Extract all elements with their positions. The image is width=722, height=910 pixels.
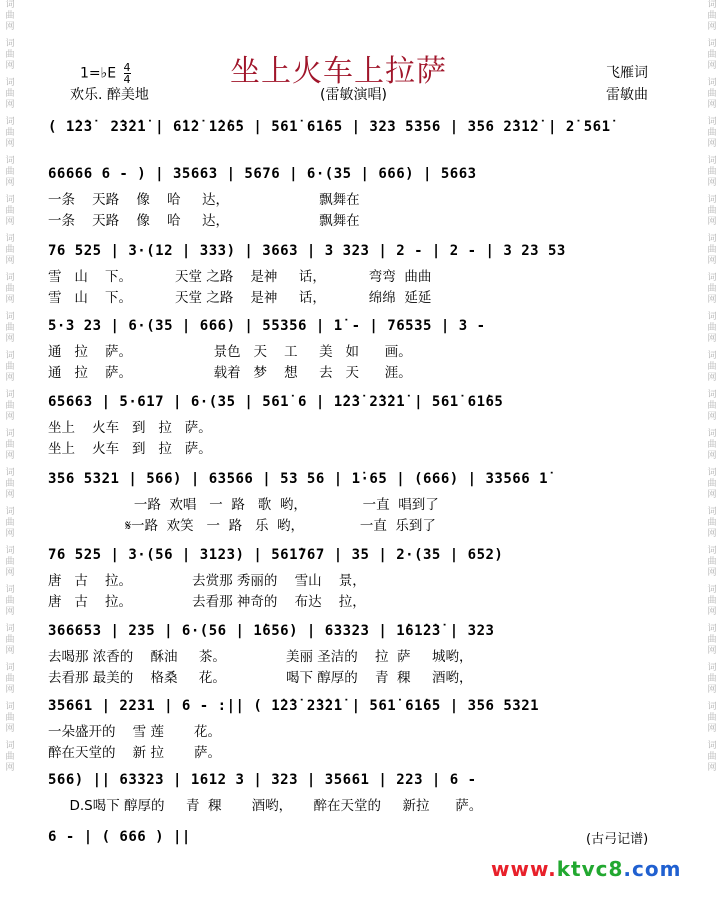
key-signature [80, 62, 131, 85]
side-text: 词曲网 [5, 663, 15, 695]
notation-line: 66666 6 - ) | 35663 | 5676 | 6·(35 | 666) | 5663 [48, 166, 477, 182]
side-text: 词曲网 [707, 78, 717, 110]
side-text: 词曲网 [707, 624, 717, 656]
side-text: 词曲网 [5, 195, 15, 227]
side-text: 词曲网 [707, 702, 717, 734]
notation-line: 5·3 23 | 6·(35 | 666) | 55356 | 1̇ - | 76535 | 3 - [48, 318, 486, 334]
watermark-ktv: ktvc8 [556, 857, 624, 881]
notation-line: 356 5321 | 566) | 63566 | 53 56 | 1̇·65 | (666) | 33566 1̇ [48, 471, 549, 487]
notation-line: 366653 | 235 | 6·(56 | 1̇656) | 63323 | 1̇61̇2̇3̇ | 323 [48, 623, 495, 639]
side-text: 词曲网 [707, 273, 717, 305]
side-text: 词曲网 [707, 390, 717, 422]
notation-line: 6 - | ( 666 ) || [48, 829, 191, 845]
site-watermark [491, 857, 681, 881]
side-text: 词曲网 [707, 468, 717, 500]
key-label: 1=♭E [80, 65, 117, 82]
notation-line: 76 525 | 3·(56 | 3123) | 561̇767 | 35 | 2·(35 | 652) [48, 547, 504, 563]
side-text: 词曲网 [5, 507, 15, 539]
side-text: 词曲网 [707, 741, 717, 773]
lyric-line-verse-2: 去看那 最美的 格桑 花。 喝下 醇厚的 青 稞 酒哟， [48, 670, 473, 686]
singer-credit: (雷敏演唱) [320, 87, 387, 103]
side-text: 词曲网 [5, 546, 15, 578]
side-text: 词曲网 [707, 585, 717, 617]
time-bottom: 4 [123, 73, 131, 86]
lyric-line-verse-2: 雪 山 下。 天堂 之路 是神 话， 绵绵 延延 [48, 290, 432, 306]
time-signature [124, 62, 131, 85]
side-text: 词曲网 [707, 156, 717, 188]
lyricist-credit: 飞雁词 [606, 65, 648, 81]
side-text: 词曲网 [5, 117, 15, 149]
side-text: 词曲网 [5, 39, 15, 71]
side-text: 词曲网 [707, 0, 717, 32]
side-watermark-right [704, 0, 720, 910]
lyric-line-verse-2: 通 拉 萨。 载着 梦 想 去 天 涯。 [48, 365, 412, 381]
side-text: 词曲网 [5, 702, 15, 734]
song-title: 坐上火车上拉萨 [230, 54, 447, 89]
mood-marking: 欢乐. 醉美地 [70, 87, 149, 103]
lyric-line-verse-2: 坐上 火车 到 拉 萨。 [48, 441, 212, 457]
time-top: 4 [123, 61, 131, 74]
side-text: 词曲网 [5, 585, 15, 617]
side-text: 词曲网 [5, 429, 15, 461]
notation-line: ( 1̇2̇3̇ 2̇3̇2̇1̇ | 6̇1̇2̇ 1̇2̇6̇5 | 561̇ 61̇65 | 323 5356 | 356 2̇31̇2̇ | 2̇ 561̇ [48, 119, 611, 135]
side-text: 词曲网 [707, 39, 717, 71]
side-text: 词曲网 [707, 507, 717, 539]
lyric-line-verse-1: 去喝那 浓香的 酥油 茶。 美丽 圣洁的 拉 萨 城哟， [48, 649, 473, 665]
side-text: 词曲网 [5, 273, 15, 305]
side-text: 词曲网 [5, 741, 15, 773]
lyric-line-verse-2: 𝄋一路 欢笑 一 路 乐 哟， 一直 乐到了 [48, 518, 436, 534]
side-text: 词曲网 [5, 156, 15, 188]
side-text: 词曲网 [707, 312, 717, 344]
side-text: 词曲网 [707, 234, 717, 266]
notation-line: 35661 | 2231 | 6 - :|| ( 1̇2̇3̇ 2̇3̇2̇1̇ | 561̇ 61̇65 | 356 5321 [48, 698, 540, 714]
side-text: 词曲网 [707, 546, 717, 578]
side-watermark-left [2, 0, 18, 910]
side-text: 词曲网 [5, 0, 15, 32]
notation-line: 76 525 | 3·(12 | 333) | 3663 | 3 323 | 2 - | 2 - | 3 23 53 [48, 243, 566, 259]
side-text: 词曲网 [707, 351, 717, 383]
watermark-com: .com [623, 857, 682, 881]
notation-line: 566) || 63323 | 1612 3 | 323 | 35661 | 223 | 6 - [48, 772, 477, 788]
transcriber-credit: (古弓记谱) [586, 832, 649, 847]
side-text: 词曲网 [5, 312, 15, 344]
side-text: 词曲网 [5, 390, 15, 422]
lyric-line-verse-2: 唐 古 拉。 去看那 神奇的 布达 拉， [48, 594, 366, 610]
lyric-line-verse-1: D.S喝下 醇厚的 青 稞 酒哟， 醉在天堂的 新拉 萨。 [48, 798, 483, 814]
composer-credit: 雷敏曲 [606, 87, 648, 103]
side-text: 词曲网 [5, 624, 15, 656]
side-text: 词曲网 [5, 234, 15, 266]
side-text: 词曲网 [707, 117, 717, 149]
lyric-line-verse-1: 一条 天路 像 哈 达， 飘舞在 [48, 192, 360, 208]
side-text: 词曲网 [707, 429, 717, 461]
side-text: 词曲网 [5, 468, 15, 500]
side-text: 词曲网 [707, 195, 717, 227]
lyric-line-verse-1: 唐 古 拉。 去赏那 秀丽的 雪山 景， [48, 573, 366, 589]
watermark-www: www. [491, 857, 557, 881]
side-text: 词曲网 [5, 78, 15, 110]
lyric-line-verse-1: 通 拉 萨。 景色 天 工 美 如 画。 [48, 344, 412, 360]
lyric-line-verse-2: 一条 天路 像 哈 达， 飘舞在 [48, 213, 360, 229]
lyric-line-verse-1: 坐上 火车 到 拉 萨。 [48, 420, 212, 436]
notation-line: 65663 | 5·617 | 6·(35 | 561̇ 6 | 1̇2̇3̇ 2̇3̇2̇1̇ | 561̇ 61̇65 [48, 394, 504, 410]
side-text: 词曲网 [5, 351, 15, 383]
lyric-line-verse-2: 醉在天堂的 新 拉 萨。 [48, 745, 221, 761]
lyric-line-verse-1: 雪 山 下。 天堂 之路 是神 话， 弯弯 曲曲 [48, 269, 432, 285]
lyric-line-verse-1: 一朵盛开的 雪 莲 花。 [48, 724, 221, 740]
lyric-line-verse-1: 一路 欢唱 一 路 歌 哟， 一直 唱到了 [48, 497, 439, 513]
side-text: 词曲网 [707, 663, 717, 695]
